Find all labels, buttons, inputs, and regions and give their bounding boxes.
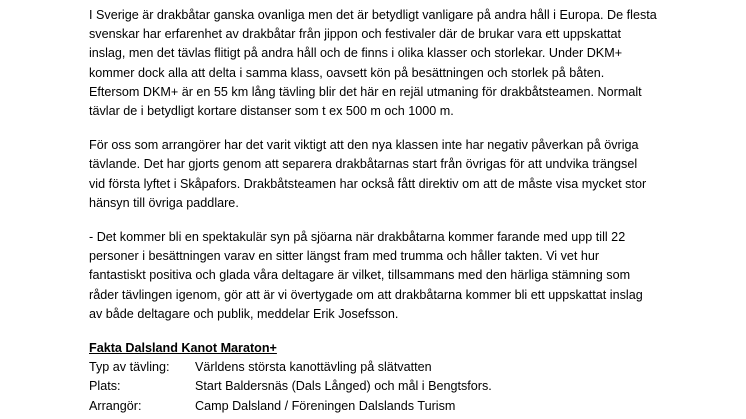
- facts-value: Världens största kanottävling på slätvatten: [195, 360, 432, 375]
- facts-row-organizer: [89, 397, 719, 416]
- facts-row-type: [89, 358, 719, 377]
- body-paragraph-3: - Det kommer bli en spektakulär syn på sjöarna när drakbåtarna kommer farande med upp till 22 personer i besättningen varav en sitter längst fram med trumma och håller takten. Vi vet hur fantastiskt positiva och glada våra deltagare är vilket, tillsammans med den härliga stämning som råder tävlingen igenom, gör att är vi övertygade om att drakbåtarna kommer bli ett uppskattat inslag av både deltagare och publik, meddelar Erik Josefsson.: [89, 230, 643, 321]
- facts-label: Typ av tävling:: [89, 360, 170, 375]
- body-paragraph-2: För oss som arrangörer har det varit viktigt att den nya klassen inte har negativ påverkan på övriga tävlande. Det har gjorts genom att separera drakbåtarnas start från övrigas för att undvika trängsel vid första lyftet i Skåpafors. Drakbåtsteamen har också fått direktiv om att de måste visa mycket stor hänsyn till övriga paddlare.: [89, 138, 647, 210]
- body-paragraph-1: I Sverige är drakbåtar ganska ovanliga men det är betydligt vanligare på andra håll i Europa. De flesta svenskar har erfarenhet av drakbåtar från jippon och festivaler där de brukar vara ett uppskattat inslag, men det tävlas flitigt på andra håll och de finns i olika klasser och storlekar. Under DKM+ kommer dock alla att delta i samma klass, oavsett kön på besättningen och storlek på båten. Eftersom DKM+ är en 55 km lång tävling blir det här en rejäl utmaning för drakbåtsteamen. Normalt tävlar de i betydligt kortare distanser som t ex 500 m och 1000 m.: [89, 8, 657, 119]
- document-page: [89, 6, 719, 416]
- facts-heading: Fakta Dalsland Kanot Maraton+: [89, 341, 277, 356]
- facts-section: [89, 339, 719, 416]
- facts-label: Plats:: [89, 379, 121, 394]
- facts-value: Camp Dalsland / Föreningen Dalslands Turism: [195, 398, 456, 413]
- facts-row-place: [89, 377, 719, 396]
- facts-label: Arrangör:: [89, 398, 142, 413]
- facts-value: Start Baldersnäs (Dals Långed) och mål i Bengtsfors.: [195, 379, 492, 394]
